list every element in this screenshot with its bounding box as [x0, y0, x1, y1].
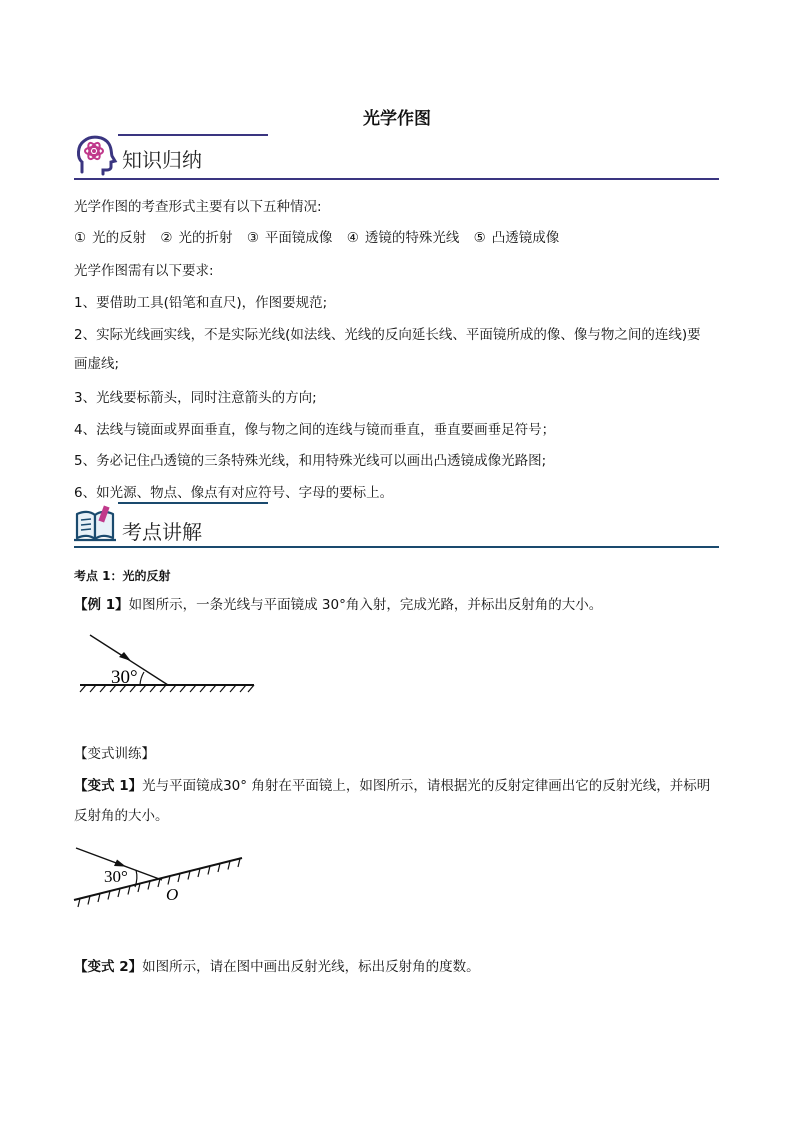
variant-tag: 【变式 2】: [74, 959, 143, 975]
figure-1-mirror-diagram: [74, 628, 264, 698]
variant-heading: 【变式训练】: [74, 746, 155, 762]
header-accent-line: [118, 502, 268, 504]
variant-text: 如图所示，请在图中画出反射光线，标出反射角的度数。: [142, 959, 480, 975]
example-1: [74, 595, 602, 615]
option-number: ③: [246, 230, 259, 246]
requirement-item: 1、要借助工具(铅笔和直尺)，作图要规范;: [74, 295, 328, 311]
angle-label: 30°: [104, 867, 128, 886]
section-header-points: [74, 500, 719, 548]
requirement-item: 5、务必记住凸透镜的三条特殊光线，和用特殊光线可以画出凸透镜成像光路图;: [74, 453, 547, 469]
section-rule: [74, 178, 719, 180]
requirement-item: 画虚线;: [74, 356, 120, 372]
open-book-icon: [74, 500, 118, 544]
mirror-hatching: [78, 859, 240, 908]
figure-2-mirror-diagram: [70, 838, 250, 912]
head-atom-icon: [74, 132, 118, 176]
point-heading: 考点 1：光的反射: [74, 569, 171, 583]
option-number: ⑤: [473, 230, 486, 246]
option-number: ①: [74, 230, 87, 246]
intro-text: 光学作图的考查形式主要有以下五种情况:: [74, 199, 322, 215]
options-list: [74, 228, 569, 248]
section-title: 知识归纳: [122, 148, 202, 172]
variant-1-line-1: [74, 776, 710, 796]
angle-arc: [140, 672, 144, 685]
option-item: 光的反射: [92, 230, 147, 246]
page-title: 光学作图: [363, 109, 431, 129]
ray-arrow: [119, 652, 131, 661]
variant-2: [74, 957, 480, 977]
option-item: 凸透镜成像: [491, 230, 560, 246]
option-number: ②: [160, 230, 173, 246]
option-item: 透镜的特殊光线: [364, 230, 460, 246]
section-header-knowledge: [74, 132, 719, 180]
ray-arrow: [114, 860, 126, 867]
option-item: 光的折射: [178, 230, 233, 246]
option-number: ④: [346, 230, 359, 246]
option-item: 平面镜成像: [264, 230, 333, 246]
requirement-item: 4、法线与镜面或界面垂直，像与物之间的连线与镜而垂直，垂直要画垂足符号；: [74, 422, 556, 438]
requirement-item: 6、如光源、物点、像点有对应符号、字母的要标上。: [74, 485, 394, 501]
incidence-point-label: O: [166, 885, 179, 904]
example-tag: 【例 1】: [74, 597, 129, 613]
variant-1-line-2: 反射角的大小。: [74, 808, 169, 824]
angle-label: 30°: [111, 667, 138, 688]
variant-text: 光与平面镜成30° 角射在平面镜上，如图所示，请根据光的反射定律画出它的反射光线，并标明: [142, 778, 711, 794]
header-accent-line: [118, 134, 268, 136]
example-text: 如图所示，一条光线与平面镜成 30°角入射，完成光路，并标出反射角的大小。: [128, 597, 603, 613]
requirement-item: 2、实际光线画实线，不是实际光线(如法线、光线的反向延长线、平面镜所成的像、像与物之间的连线)要: [74, 327, 701, 343]
section-title: 考点讲解: [122, 520, 202, 544]
section-rule: [74, 546, 719, 548]
requirement-item: 3、光线要标箭头，同时注意箭头的方向;: [74, 390, 317, 406]
variant-tag: 【变式 1】: [74, 778, 143, 794]
requirements-intro: 光学作图需有以下要求:: [74, 263, 214, 279]
mirror-hatching: [80, 685, 254, 692]
